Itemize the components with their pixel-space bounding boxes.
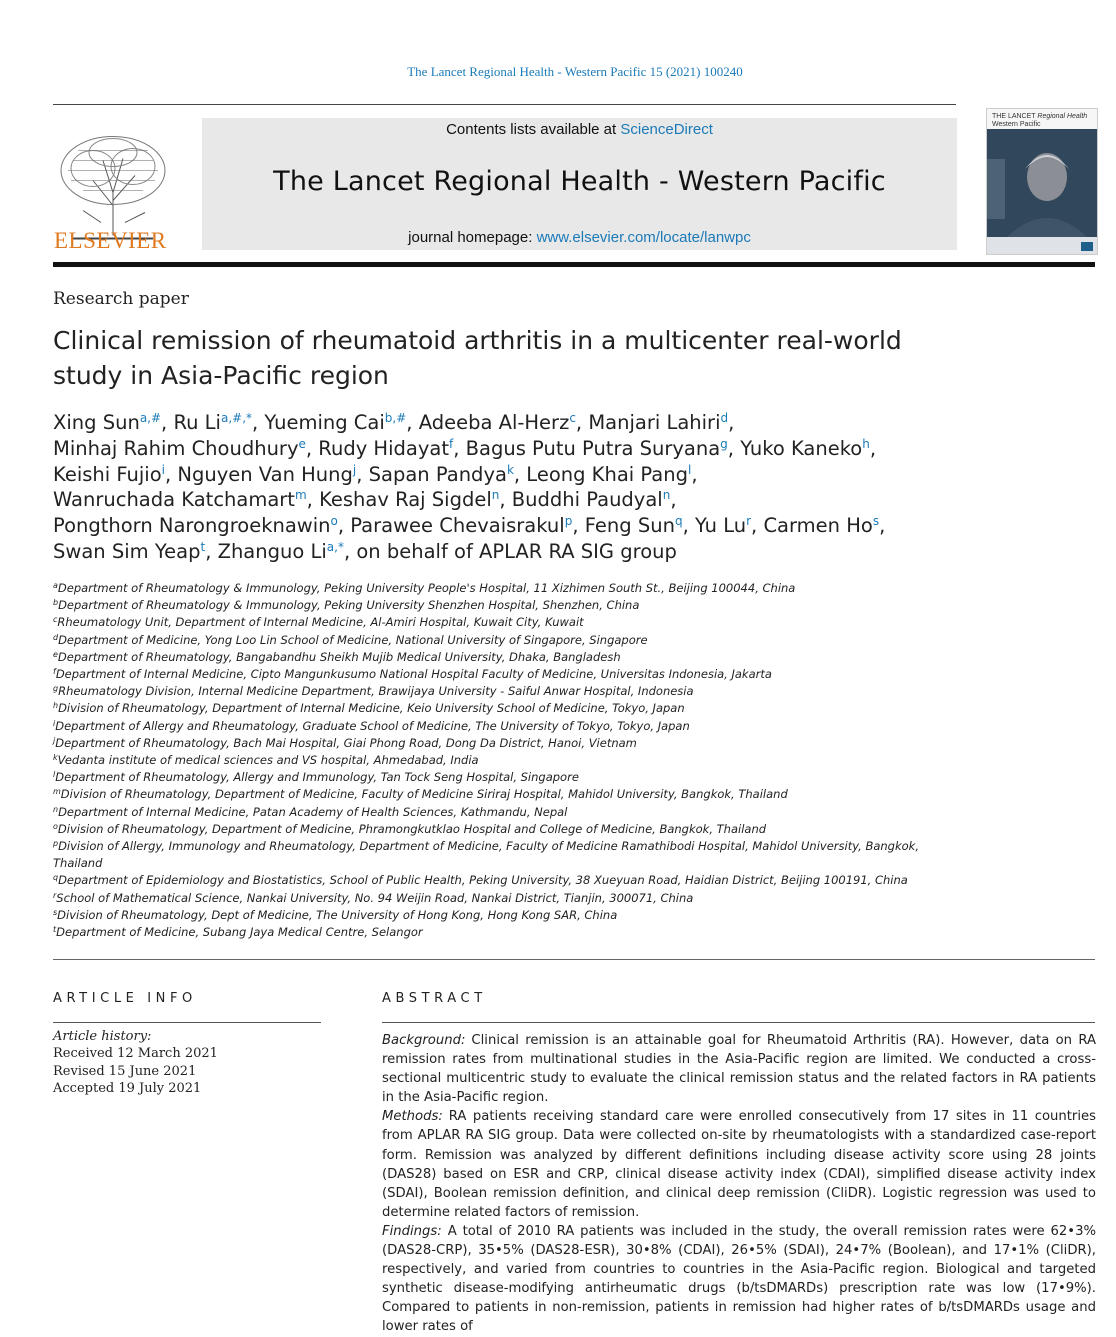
elsevier-wordmark[interactable]: ELSEVIER [54,228,167,253]
history-label: Article history: [53,1029,152,1044]
author-group-suffix: on behalf of APLAR RA SIG group [356,539,677,563]
journal-title: The Lancet Regional Health - Western Pacific [273,166,886,197]
author[interactable]: Keshav Raj Sigdel$^n$ [319,488,500,512]
author[interactable]: Yu Lu$^r$ [694,514,752,538]
author-list: Xing Sun$^{a,\#}$, Ru $Li^{a,\#,*}$, Yueming Cai$^{b,\#}$, Adeeba Al-Herz$^c$, Manjari Lahiri$^d$, Minhaj Rahim Choudhury$^e$, Rudy Hidayat$^f$, Bagus Putu Putra Suryana$^g$, Yuko Kaneko$^h$, Keishi Fujio$^i$, Nguyen Van Hung$^j$, Sapan Pandya$^k$, Leong Khai Pang$^l$, Wanruchada Katchamart$^m$, Keshav Raj Sigdel$^n$, Buddhi Paudyal$^n$, Pongthorn Narongroeknawin$^o$, Parawee Chevaisrakul$^p$, Feng Sun$^q$, Yu Lu$^r$, Carmen Ho$^s$, Swan Sim Yeap$^t$, Zhanguo $Li^{a,*}$, on behalf of APLAR RA SIG group [53,411,886,563]
affiliation: $^f$Department of Internal Medicine, Cipto Mangunkusumo National Hospital Faculty of Medicine, Universitas Indonesia, Jakarta [53,667,772,682]
author[interactable]: Feng Sun$^q$ [584,514,683,538]
author[interactable]: Manjari Lahiri$^d$ [588,411,729,434]
section-rule [53,959,1095,960]
affiliation: $^a$Department of Rheumatology & Immunology, Peking University People's Hospital, 11 Xizhimen South St., Beijing 100044, China [53,581,796,595]
received-date: Received 12 March 2021 [53,1046,218,1062]
article-info-heading: ARTICLE INFO [53,991,197,1006]
author[interactable]: Buddhi Paudyal$^n$ [511,488,671,512]
author[interactable]: Parawee Chevaisrakul$^p$ [350,514,573,538]
affiliation: $^m$Division of Rheumatology, Department of Medicine, Faculty of Medicine Siriraj Hospital, Mahidol University, Bangkok, Thailand [53,787,788,802]
affiliation: $^s$Division of Rheumatology, Dept of Medicine, The University of Hong Kong, Hong Kong SAR, China [53,907,618,922]
affiliation: $^p$Division of Allergy, Immunology and Rheumatology, Department of Medicine, Faculty of Medicine Ramathibodi Hospital, Mahidol University, Bangkok, Thailand [53,839,919,871]
journal-cover-thumbnail[interactable] [986,108,1098,255]
affiliation: $^c$Rheumatology Unit, Department of Internal Medicine, Al-Amiri Hospital, Kuwait City, Kuwait [53,615,584,630]
masthead-rule [53,262,1095,267]
header-rule [53,104,956,105]
affiliation: $^r$School of Mathematical Science, Nankai University, No. 94 Weijin Road, Nankai District, Tianjin, 300071, China [53,890,694,905]
affiliation: $^j$Department of Rheumatology, Bach Mai Hospital, Giai Phong Road, Dong Da District, Hanoi, Vietnam [53,735,637,750]
homepage-line [202,229,957,246]
journal-banner [202,118,957,250]
author[interactable]: Yueming Cai$^{b,\#}$ [264,411,407,434]
author[interactable]: Keishi Fujio$^i$ [53,462,165,486]
sciencedirect-link[interactable]: ScienceDirect [620,121,713,138]
author[interactable]: Carmen Ho$^s$ [763,514,880,538]
article-info-rule [53,1022,321,1023]
affiliation: $^k$Vedanta institute of medical sciences and VS hospital, Ahmedabad, India [53,753,479,768]
abstract-rule [382,1022,1095,1023]
contents-prefix: Contents lists available at [446,121,617,138]
affiliation: $^h$Division of Rheumatology, Department of Internal Medicine, Keio University School of Medicine, Tokyo, Japan [53,701,685,716]
abstract-findings: Findings: A total of 2010 RA patients was included in the study, the overall remission rates were 62•3% (DAS28-CRP), 35•5% (DAS28-ESR), 30•8% (CDAI), 26•5% (SDAI), 24•7% (Boolean), and 17•1% (CliDR), respectively, and varied from countries to countries in the Asia-Pacific region. Biological and targeted synthetic disease-modifying antirheumatic drugs (b/tsDMARDs) prescription rate was low (17•9%). Compared to patients in non-remission, patients in remission had higher rates of b/tsDMARDs usage and lower rates of [382,1223,1096,1335]
author[interactable]: Rudy Hidayat$^f$ [318,436,454,460]
homepage-link[interactable]: www.elsevier.com/locate/lanwpc [536,229,751,246]
abstract-heading: ABSTRACT [382,991,487,1006]
article-type: Research paper [53,289,189,309]
contents-line [202,121,957,138]
author[interactable]: Ru $Li^{a,\#,*}$ [173,411,253,434]
author[interactable]: Adeeba Al-Herz$^c$ [418,411,576,434]
accepted-date: Accepted 19 July 2021 [53,1081,202,1097]
affiliation: $^b$Department of Rheumatology & Immunology, Peking University Shenzhen Hospital, Shenzhen, China [53,598,640,613]
abstract-background: Background: Clinical remission is an attainable goal for Rheumatoid Arthritis (RA). However, data on RA remission rates from multinational studies in the Asia-Pacific region are limited. We conducted a cross-sectional multicentric study to evaluate the clinical remission status and the related factors in RA patients in the Asia-Pacific region. [382,1033,1096,1106]
author[interactable]: Pongthorn Narongroeknawin$^o$ [53,514,338,538]
author[interactable]: Zhanguo $Li^{a,*}$ [217,539,344,563]
affiliation: $^d$Department of Medicine, Yong Loo Lin School of Medicine, National University of Singapore, Singapore [53,632,648,647]
author[interactable]: Sapan Pandya$^k$ [368,462,514,486]
open-access-badge [1081,242,1093,251]
revised-date: Revised 15 June 2021 [53,1063,197,1079]
author[interactable]: Swan Sim Yeap$^t$ [53,539,206,563]
affiliation: $^l$Department of Rheumatology, Allergy and Immunology, Tan Tock Seng Hospital, Singapore [53,770,579,785]
author[interactable]: Minhaj Rahim Choudhury$^e$ [53,436,306,460]
affiliation: $^e$Department of Rheumatology, Bangabandhu Sheikh Mujib Medical University, Dhaka, Bangladesh [53,649,621,664]
affiliation: $^g$Rheumatology Division, Internal Medicine Department, Brawijaya University - Saiful Anwar Hospital, Indonesia [53,684,694,699]
article-history [53,1028,321,1098]
affiliation: $^o$Division of Rheumatology, Department of Medicine, Phramongkutklao Hospital and College of Medicine, Bangkok, Thailand [53,821,767,836]
affiliation: $^t$Department of Medicine, Subang Jaya Medical Centre, Selangor [53,925,423,940]
affiliations-list [53,580,943,941]
author[interactable]: Yuko Kaneko$^h$ [740,436,870,460]
abstract-methods: Methods: RA patients receiving standard care were enrolled consecutively from 17 sites in 11 countries from APLAR RA SIG group. Data were collected on-site by rheumatologists with a standardized case-report form. Remission was analyzed by different definitions including disease activity score using 28 joints (DAS28) based on ESR and CRP, clinical disease activity index (CDAI), simplified disease activity index (SDAI), Boolean remission definition, and clinical deep remission (CliDR). Logistic regression was used to determine related factors of remission. [382,1109,1096,1220]
homepage-prefix: journal homepage: [408,229,533,246]
author[interactable]: Xing Sun$^{a,\#}$ [53,411,162,434]
abstract-body [382,1031,1096,1337]
author[interactable]: Nguyen Van Hung$^j$ [177,462,357,486]
author[interactable]: Leong Khai Pang$^l$ [526,462,692,486]
author[interactable]: Wanruchada Katchamart$^m$ [53,488,307,512]
journal-reference[interactable]: The Lancet Regional Health - Western Pacific 15 (2021) 100240 [407,64,743,79]
affiliation: $^i$Department of Allergy and Rheumatology, Graduate School of Medicine, The University of Tokyo, Tokyo, Japan [53,718,690,733]
affiliation: $^n$Department of Internal Medicine, Patan Academy of Health Sciences, Kathmandu, Nepal [53,804,568,819]
author[interactable]: Bagus Putu Putra Suryana$^g$ [465,436,728,460]
article-title: Clinical remission of rheumatoid arthritis in a multicenter real-world study in Asia-Pacific region [53,326,902,390]
cover-title: THE LANCET Regional Health Western Pacific [992,113,1088,128]
cover-photo [987,129,1097,237]
affiliation: $^q$Department of Epidemiology and Biostatistics, School of Public Health, Peking University, 38 Xueyuan Road, Haidian District, Beijing 100191, China [53,873,908,888]
